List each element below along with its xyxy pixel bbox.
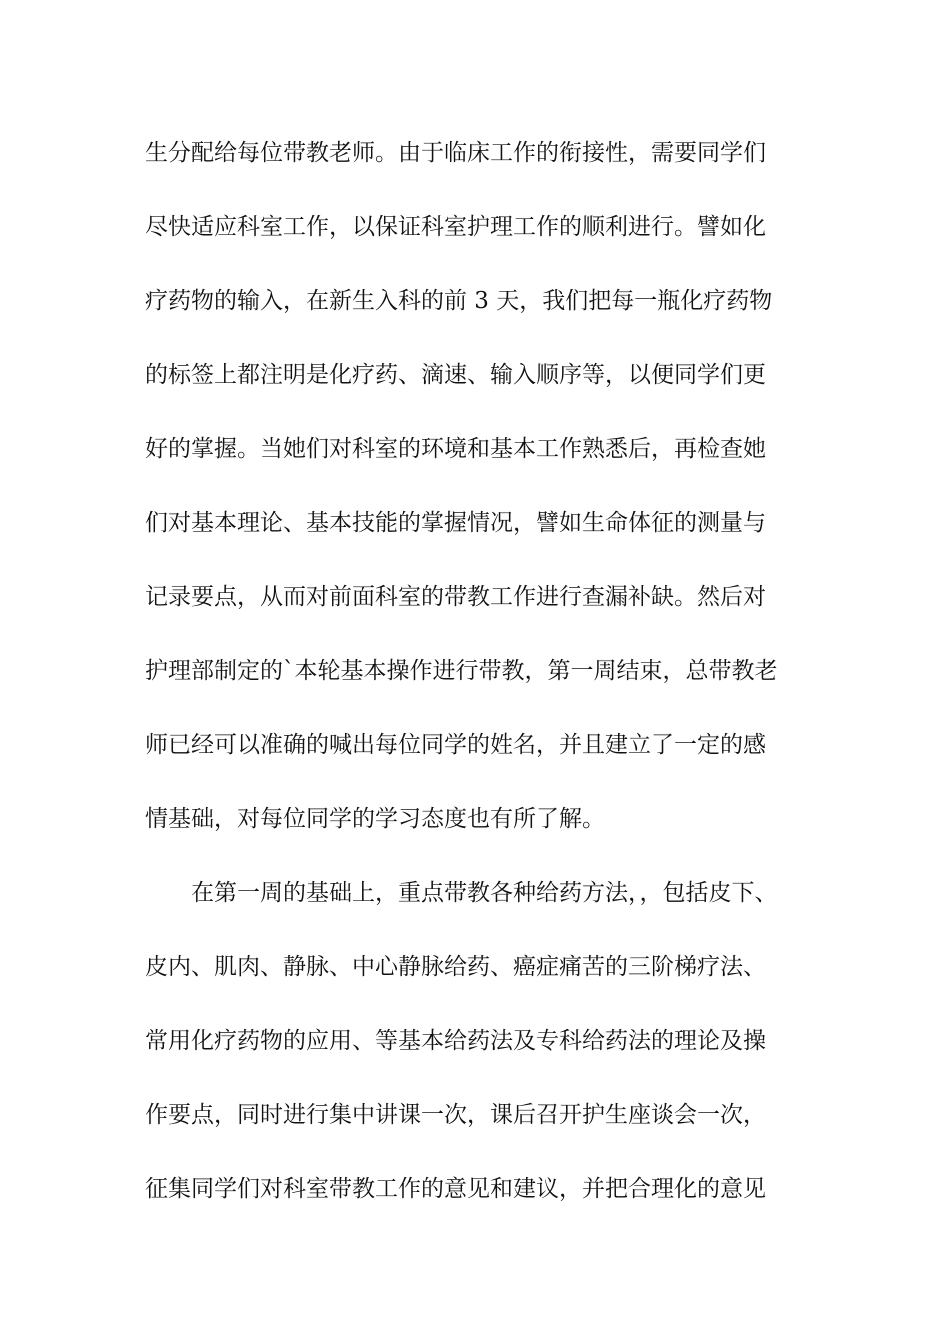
text-line: 常用化疗药物的应用、等基本给药法及专科给药法的理论及操 xyxy=(145,1028,766,1054)
text-line: 记录要点，从而对前面科室的带教工作进行查漏补缺。然后对 xyxy=(145,584,766,610)
text-line: 的标签上都注明是化疗药、滴速、输入顺序等，以便同学们更 xyxy=(145,362,766,388)
text-line: 征集同学们对科室带教工作的意见和建议，并把合理化的意见 xyxy=(145,1176,766,1202)
text-line: 护理部制定的`本轮基本操作进行带教，第一周结束，总带教老 xyxy=(145,658,778,684)
text-line: 作要点，同时进行集中讲课一次，课后召开护生座谈会一次， xyxy=(145,1102,766,1128)
document-body xyxy=(145,133,825,1243)
text-line: 尽快适应科室工作，以保证科室护理工作的顺利进行。譬如化 xyxy=(145,214,766,240)
text-line: 们对基本理论、基本技能的掌握情况，譬如生命体征的测量与 xyxy=(145,510,766,536)
text-line: 情基础，对每位同学的学习态度也有所了解。 xyxy=(145,806,605,832)
text-line: 疗药物的输入，在新生入科的前 3 天，我们把每一瓶化疗药物 xyxy=(145,288,773,314)
text-line: 师已经可以准确的喊出每位同学的姓名，并且建立了一定的感 xyxy=(145,732,766,758)
text-line: 生分配给每位带教老师。由于临床工作的衔接性，需要同学们 xyxy=(145,140,766,166)
text-line: 皮内、肌肉、静脉、中心静脉给药、癌症痛苦的三阶梯疗法、 xyxy=(145,954,766,980)
text-line: 在第一周的基础上，重点带教各种给药方法，，包括皮下、 xyxy=(145,880,778,906)
text-line: 好的掌握。当她们对科室的环境和基本工作熟悉后，再检查她 xyxy=(145,436,766,462)
